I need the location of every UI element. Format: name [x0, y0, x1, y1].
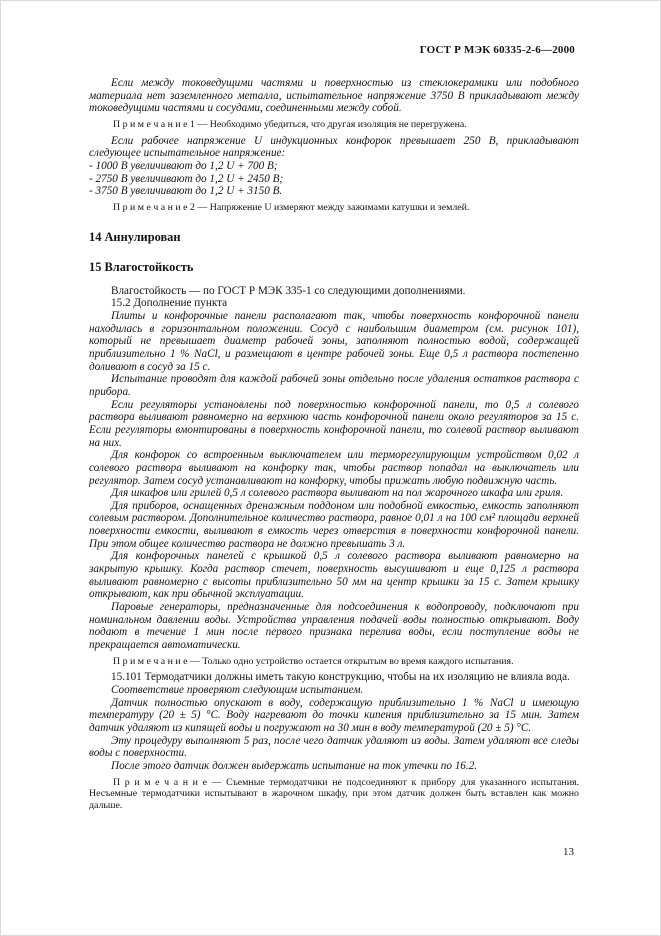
paragraph: После этого датчик должен выдержать испытание на ток утечки по 16.2. [111, 759, 478, 772]
note-paragraph: П р и м е ч а н и е 2 — Напряжение U измеряют между зажимами катушки и землей. [113, 201, 470, 213]
document-body [89, 77, 579, 816]
paragraph: Датчик полностью опускают в воду, содержащую приблизительно 1 % NaCl и имеющую температуру (20 ± 5) °С. Воду нагревают до точки кипения приблизительно за 15 мин. Затем датчик удаляют из кипящей воды и погружают на 30 мин в воду температурой (20 ± 5) °С. [89, 696, 579, 734]
section-heading: 14 Аннулирован [89, 229, 181, 244]
paragraph: Если рабочее напряжение U индукционных конфорок превышает 250 В, прикладывают следующее испытательное напряжение: [89, 134, 579, 160]
list-item: - 3750 В увеличивают до 1,2 U + 3150 В. [89, 185, 283, 198]
list-item: - 2750 В увеличивают до 1,2 U + 2450 В; [89, 172, 284, 185]
paragraph: Для конфорочных панелей с крышкой 0,5 л солевого раствора выливают равномерно на закрытую крышку. Когда раствор стечет, поверхность высушивают и еще 0,125 л раствора выливают равномерно с высоты приблизительно 50 мм на центр крышки за 15 с. Затем крышку открывают, как при обычной эксплуатации. [89, 550, 579, 601]
document-code-header: ГОСТ Р МЭК 60335-2-6—2000 [419, 44, 575, 56]
paragraph: Если между токоведущими частями и поверхностью из стеклокерамики или подобного материала нет заземленного металла, испытательное напряжение 3750 В прикладывают между токоведущими частями и сосудами, соединенными между собой. [89, 77, 579, 115]
note-paragraph: П р и м е ч а н и е — Только одно устройство остается открытым во время каждого испытания. [113, 655, 514, 667]
paragraph: Для конфорок со встроенным выключателем или терморегулирующим устройством 0,02 л солевого раствора выливают на конфорку так, чтобы раствор попадал на выключатель или регулятор. Затем сосуд устанавливают на конфорку, чтобы прижать любую подвижную часть. [89, 449, 579, 487]
paragraph: Соответствие проверяют следующим испытанием. [111, 684, 364, 697]
paragraph: Для шкафов или грилей 0,5 л солевого раствора выливают на пол жарочного шкафа или гриля. [111, 487, 564, 500]
list-item: - 1000 В увеличивают до 1,2 U + 700 В; [89, 159, 278, 172]
paragraph: 15.2 Дополнение пункта [111, 297, 228, 310]
note-paragraph: П р и м е ч а н и е — Съемные термодатчики не подсоединяют к прибору для указанного испытания. Несъемные термодатчики испытывают в жарочном шкафу, при этом датчик должен быть вставлен как можно дальше. [89, 776, 579, 811]
paragraph: Плиты и конфорочные панели располагают так, чтобы поверхность конфорочной панели находилась в горизонтальном положении. Сосуд с наибольшим диаметром (см. рисунок 101), который не превышает диаметр рабочей зоны, заполняют полностью водой, содержащей приблизительно 1 % NaCl, и размещают в центре рабочей зоны. Еще 0,5 л раствора постепенно доливают в сосуд за 15 с. [89, 309, 579, 373]
note-paragraph: П р и м е ч а н и е 1 — Необходимо убедиться, что другая изоляция не перегружена. [113, 118, 467, 130]
paragraph: Испытание проводят для каждой рабочей зоны отдельно после удаления остатков раствора с прибора. [89, 373, 579, 398]
paragraph: 15.101 Термодатчики должны иметь такую конструкцию, чтобы на их изоляцию не влияла вода. [111, 671, 570, 684]
section-heading: 15 Влагостойкость [89, 259, 194, 274]
paragraph: Для приборов, оснащенных дренажным поддоном или подобной емкостью, емкость заполняют солевым раствором. Дополнительное количество раствора, равное 0,01 л на 100 см² площади верхней поверхности емкости, выливают в емкость через отверстия в поверхности конфорочной панели. При этом общее количество раствора не должно превышать 3 л. [89, 499, 579, 550]
paragraph: Паровые генераторы, предназначенные для подсоединения к водопроводу, подключают при номинальном давлении воды. Устройства управления подачей воды полностью открывают. Воду подают в течение 1 мин после первого признака перелива воды, если поступление воды не прекращается автоматически. [89, 601, 579, 652]
paragraph: Эту процедуру выполняют 5 раз, после чего датчик удаляют из воды. Затем удаляют все следы воды с поверхности. [89, 734, 579, 760]
paragraph: Если регуляторы установлены под поверхностью конфорочной панели, то 0,5 л солевого раствора выливают равномерно на верхнюю часть конфорочной панели около регуляторов за 15 с. Если регуляторы вмонтированы в поверхность конфорочной панели, то солевой раствор выливают на них. [89, 398, 579, 449]
paragraph: Влагостойкость — по ГОСТ Р МЭК 335-1 со следующими дополнениями. [111, 284, 466, 297]
page-number: 13 [563, 846, 574, 858]
